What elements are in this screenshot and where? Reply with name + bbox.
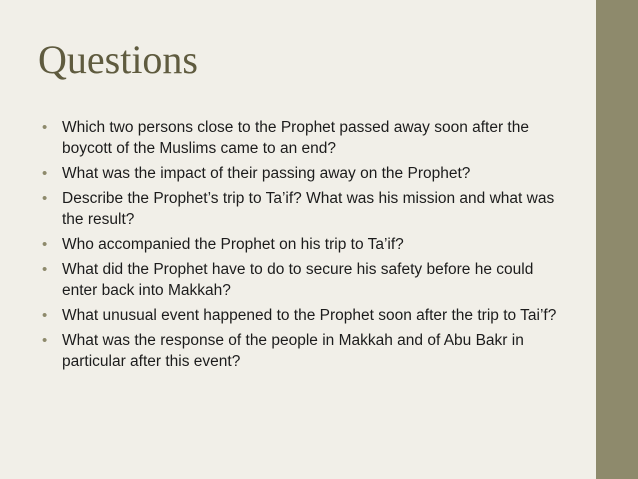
question-item: • What was the response of the people in Makkah and of Abu Bakr in particular after this event? [40,330,560,372]
slide-title: Questions [38,37,198,82]
accent-sidebar [596,0,638,479]
question-item: • Describe the Prophet’s trip to Ta’if? What was his mission and what was the result? [40,188,560,230]
question-item: • What unusual event happened to the Prophet soon after the trip to Tai’f? [40,305,560,326]
question-list [40,117,560,376]
question-item: • What did the Prophet have to do to secure his safety before he could enter back into Makkah? [40,259,560,301]
question-item: • Which two persons close to the Prophet passed away soon after the boycott of the Muslims came to an end? [40,117,560,159]
question-item: • What was the impact of their passing away on the Prophet? [40,163,560,184]
question-item: • Who accompanied the Prophet on his trip to Ta’if? [40,234,560,255]
